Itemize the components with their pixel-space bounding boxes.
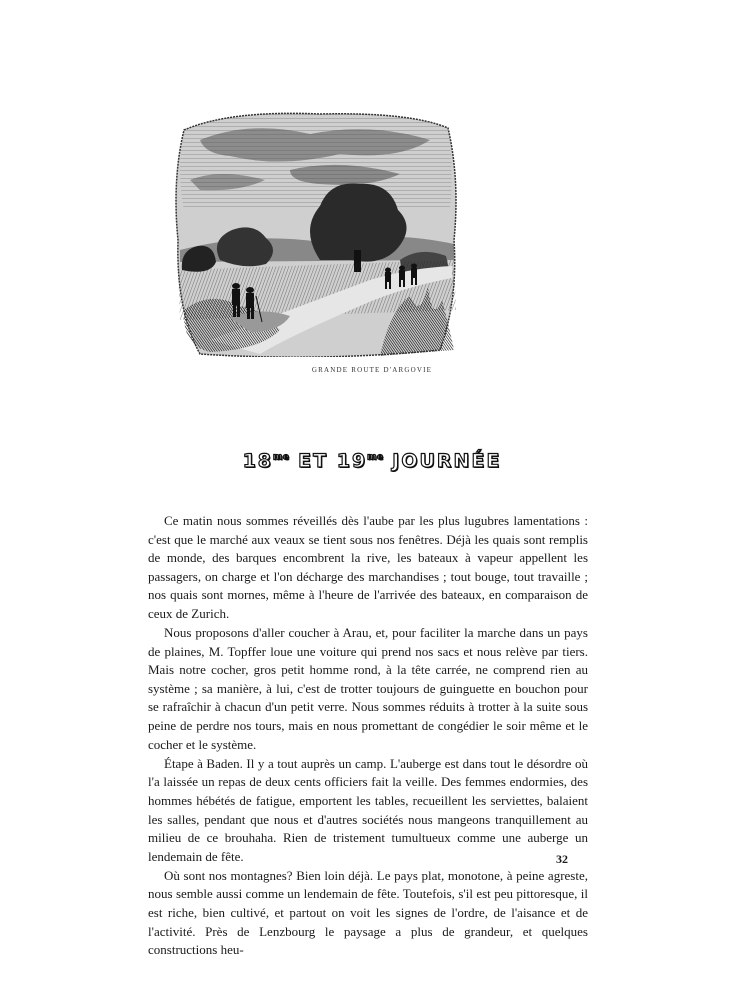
chapter-title — [0, 450, 744, 472]
illustration — [170, 110, 458, 357]
chapter-number-1: 18 — [242, 450, 274, 472]
body-text — [148, 512, 588, 960]
chapter-number-2: 19 — [336, 450, 368, 472]
illustration-caption: GRANDE ROUTE D'ARGOVIE — [311, 366, 433, 374]
chapter-word: JOURNÉE — [392, 450, 502, 472]
paragraph: Nous proposons d'aller coucher à Arau, et, pour faciliter la marche dans un pays de plaines, M. Topffer loue une voiture qui prend nos sacs et nous relève par tiers. Mais notre cocher, gros petit homme rond, à la tête carrée, ne comprend rien au système ; sa manière, à lui, c'est de trotter toujours de guinguette en bouchon pour se rafraîchir à chacun d'un petit verre. Nous sommes réduits à trotter à la suite sous peine de perdre nos tours, mais en nous promettant de congédier le soir même et le cocher et le système. — [148, 625, 588, 752]
page-number: 32 — [556, 852, 568, 866]
chapter-suffix-2: me — [367, 452, 384, 463]
paragraph: Ce matin nous sommes réveillés dès l'aube par les plus lugubres lamentations : c'est que le marché aux veaux se tient sous nos fenêtres. Déjà les quais sont remplis de monde, des barques encombrent la rive, les bateaux à vapeur appellent les passagers, on charge et l'on décharge des marchandises ; tout bouge, tout travaille ; nos quais sont mornes, même à l'heure de l'arrivée des bateaux, en comparaison de ceux de Zurich. — [148, 513, 588, 621]
landscape-engraving — [170, 110, 458, 357]
chapter-conjunction: ET — [298, 450, 329, 472]
chapter-suffix-1: me — [273, 452, 290, 463]
paragraph: Étape à Baden. Il y a tout auprès un camp. L'auberge est dans tout le désordre où l'a laissée un repas de deux cents officiers fait la veille. Des femmes endormies, des hommes hébétés de fatigue, emportent les tables, recueillent les serviettes, balaient les salles, pendant que nous et d'autres sociétés nous mangeons tranquillement au milieu de ce brouhaha. Rien de tristement tumultueux comme une auberge un lendemain de fête. — [148, 755, 588, 864]
paragraph: Où sont nos montagnes? Bien loin déjà. Le pays plat, monotone, à peine agreste, nous semble aussi comme un lendemain de fête. Toutefois, s'il est peu pittoresque, il est riche, bien cultivé, et partout on voit les signes de l'ordre, de l'aisance et de l'activité. Près de Lenzbourg le paysage a plus de grandeur, et quelques constructions heu- — [148, 867, 588, 958]
